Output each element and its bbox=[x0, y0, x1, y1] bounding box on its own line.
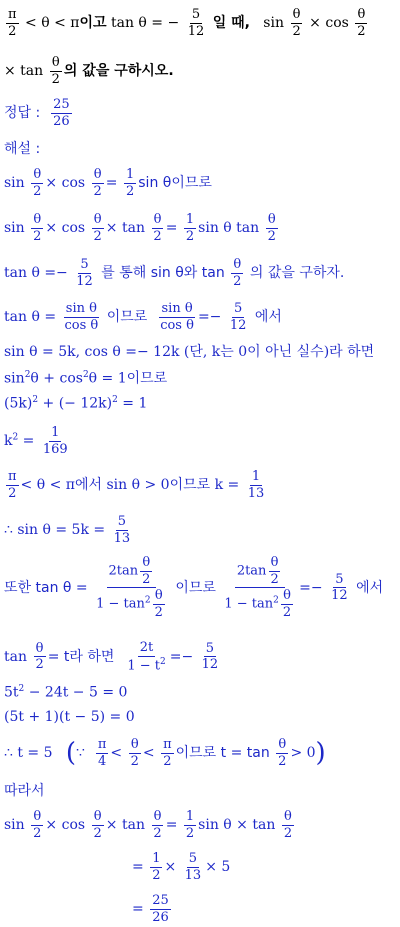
solution-step-12: tan $\frac{\theta}{2}$ = t라 하면 $\frac{2t}{1 - t^2}$ =− $\frac{5}{12}$ bbox=[4, 640, 219, 673]
solution-step-11: 또한 tan θ = 2tan $\frac{\theta}{2}$ $1 - \tan^2$ $\frac{\theta}{2}$ 이므로 2tan $\frac{\theta}{2}$ $1 - \tan^2$ $\frac{\theta}{2}$ =− $\frac{5}{12}$ 에서 bbox=[4, 555, 384, 620]
fraction: $\frac{\theta}{2}$ bbox=[51, 55, 60, 87]
solution-step-7: $(5k)^2$ + (− 12k)$^2$ = 1 bbox=[4, 395, 148, 412]
problem-line-1: $\frac{\pi}{2}$ < θ < π이고 tan θ = − $\frac{5}{12}$ 일 때, sin $\frac{\theta}{2}$ × cos $\frac{\theta}{2}$ bbox=[8, 7, 366, 39]
solution-step-16: 따라서 bbox=[4, 783, 45, 799]
solution-step-19: = $\frac{25}{26}$ bbox=[132, 893, 169, 925]
solution-step-18: = $\frac{1}{2}$ × $\frac{5}{13}$ × 5 bbox=[132, 851, 231, 883]
fraction: $\frac{\theta}{2}$ bbox=[357, 7, 366, 39]
solution-step-13: $5t^2 - 24t - 5 = 0$ bbox=[4, 684, 128, 701]
solution-step-1: sin $\frac{\theta}{2}$ × cos $\frac{\theta}{2}$ = $\frac{1}{2}$ sin θ이므로 bbox=[4, 167, 212, 199]
solution-step-4: tan θ = $\frac{\text{sin θ}}{\text{cos θ}}$ 이므로 $\frac{\text{sin θ}}{\text{cos θ}}$ =− $\frac{5}{12}$ 에서 bbox=[4, 301, 282, 333]
solution-step-14: (5t + 1)(t − 5) = 0 bbox=[4, 709, 135, 725]
answer-value: $\frac{25}{26}$ bbox=[53, 97, 70, 129]
fraction: $\frac{\pi}{2}$ bbox=[8, 7, 17, 39]
answer-label: 정답 : bbox=[4, 105, 41, 122]
solution-step-8: $k^2$ = $\frac{1}{169}$ bbox=[4, 425, 68, 457]
solution-label: 해설 : bbox=[4, 141, 41, 157]
fraction: $\frac{\theta}{2}$ bbox=[292, 7, 301, 39]
solution-step-15: ∴ t = 5 (∵ $\frac{\pi}{4}$ < $\frac{\theta}{2}$ < $\frac{\pi}{2}$ 이므로 t = tan $\frac{\theta}{2}$ > 0) bbox=[4, 737, 326, 769]
solution-step-2: sin $\frac{\theta}{2}$ × cos $\frac{\theta}{2}$ × tan $\frac{\theta}{2}$ = $\frac{1}{2}$ sin θ tan $\frac{\theta}{2}$ bbox=[4, 212, 276, 244]
solution-step-9: $\frac{\pi}{2}$ < θ < π에서 sin θ > 0이므로 k = $\frac{1}{13}$ bbox=[8, 469, 265, 501]
answer-line bbox=[4, 98, 74, 128]
solution-step-3: tan θ =− $\frac{5}{12}$ 를 통해 sin θ와 tan $\frac{\theta}{2}$ 의 값을 구하자. bbox=[4, 257, 345, 289]
solution-step-5: sin θ = 5k, cos θ =− 12k (단, k는 0이 아닌 실수)라 하면 bbox=[4, 344, 375, 360]
solution-step-17: sin $\frac{\theta}{2}$ × cos $\frac{\theta}{2}$ × tan $\frac{\theta}{2}$ = $\frac{1}{2}$ sin θ × tan $\frac{\theta}{2}$ bbox=[4, 809, 293, 841]
fraction: $\frac{5}{12}$ bbox=[187, 7, 205, 39]
solution-step-6: $\sin^2\theta + \cos^2\theta = 1$이므로 bbox=[4, 370, 168, 387]
solution-step-10: ∴ sin θ = 5k = $\frac{5}{13}$ bbox=[4, 514, 131, 546]
problem-line-2: × tan $\frac{\theta}{2}$ 의 값을 구하시오. bbox=[4, 55, 174, 87]
